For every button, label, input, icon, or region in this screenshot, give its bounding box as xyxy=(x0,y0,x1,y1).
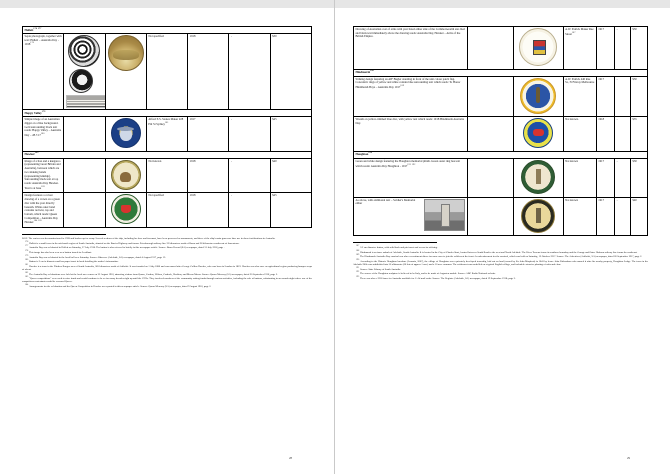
footnote-marker: 192 xyxy=(356,271,360,274)
aif-bugler-badge-image xyxy=(520,78,556,114)
section-title-cell xyxy=(354,151,648,158)
newspaper-clipping-image xyxy=(66,95,105,108)
right-catalogue-table xyxy=(353,26,648,236)
footnote-text: There was also a 1918 issue for Australia available for 1/-1d mail order. Source: The Register (Adelaide, SA) newspaper, dated 19 September 1918; page 2. xyxy=(360,276,516,280)
section-title-cell xyxy=(354,69,648,76)
section-title-cell xyxy=(23,27,312,34)
footnote-text: 3.2 cm diameter button, with solid back and pin insert and recess for affixing. xyxy=(360,246,438,250)
houghton-memorial-photograph-image xyxy=(424,199,466,231)
description-footnote-marker: 183 xyxy=(41,185,45,188)
footnote-item xyxy=(22,237,312,240)
footnote-marker: 177 xyxy=(25,245,29,248)
table-row xyxy=(23,33,312,109)
variant-cell: - xyxy=(229,193,270,228)
image-cell-a xyxy=(467,158,514,197)
section-title-footnote-marker: 188 xyxy=(370,70,374,73)
image-cell-a xyxy=(64,117,105,152)
section-title: Hindmarsh xyxy=(355,70,371,75)
houghton-memorial-green-badge-image xyxy=(521,160,555,194)
footnote-marker: 190 xyxy=(356,258,360,261)
footnote-separator-rule xyxy=(22,234,106,235)
hindmarsh-wreath-badge-image xyxy=(523,118,553,148)
right-page xyxy=(335,0,670,474)
happy-valley-digger-badge-image xyxy=(111,118,141,148)
footnote-marker: 182 xyxy=(25,271,29,274)
footnote-item xyxy=(22,264,312,272)
footnote-item xyxy=(22,284,312,288)
image-cell-b xyxy=(105,117,146,152)
footnote-item xyxy=(22,245,312,249)
maker-cell: Not specified xyxy=(146,33,187,109)
price-cell: $35 xyxy=(630,117,647,152)
section-header-row xyxy=(23,27,312,34)
image-cell-a xyxy=(64,193,105,228)
footnote-marker: 176 xyxy=(25,240,29,243)
hawker-lion-kangaroo-badge-image xyxy=(111,160,141,190)
image-cell-b xyxy=(514,158,563,197)
description-text: Image of a lion and a kangaroo (representing Great Britain and Australia), between which are two shaking hands (representing kinship). Surrounding black text at top reads: Australia Day Hawker. Year is at base xyxy=(24,158,61,190)
section-title-cell xyxy=(23,110,312,117)
maker-cell: Not known. xyxy=(563,117,596,152)
footnote-text: The source of the Houghton sculpture is believed to be Italy, and to be made of Augusten marble. Source: ABC Radio National website. xyxy=(360,272,496,276)
variant-cell: - xyxy=(615,117,631,152)
section-title: Hallett xyxy=(24,27,34,32)
image-cell-b xyxy=(514,117,563,152)
footnote-item xyxy=(22,271,312,279)
price-cell: $40 xyxy=(270,158,311,193)
section-title: Happy Valley xyxy=(24,110,42,115)
footnote-marker: 189 xyxy=(356,254,360,257)
description-text: Green and white design featuring the Houghton memorial plinth. Green outer ring has text which reads: Australia Day Houghton - 1917 xyxy=(355,158,461,168)
variant-cell: - xyxy=(615,158,631,197)
description-cell xyxy=(354,158,468,197)
footnote-item xyxy=(22,250,312,254)
description-cell xyxy=(354,76,468,117)
description-text: Design features a colour drawing of a crown on a green disc with the year directly beneath. White outer band contains red text, top and bottom, which reads: Queen Competition – Australia Day Hawker xyxy=(24,193,60,225)
footnote-text: Hindmarsh is an inner suburb of Adelaide, South Australia. It is located in the City of Charles Sturt, located between South Road to the west and North Adelaide. The River Torrens forms its southern boundary and the Grange and Outer Harbour railway line forms the northeast. xyxy=(360,250,638,254)
maker-footnote-marker: 181 xyxy=(164,121,169,124)
description-cell: Drawing of Australian coat of arms with year listed either side of the Commonwealth star. Red and black text immediately above the drawing reads: Australia Day, Hawker – Arms of the British Empire. xyxy=(354,27,468,70)
variant-cell: - xyxy=(615,27,631,70)
price-cell: $30 xyxy=(630,158,647,197)
price-cell: $40 xyxy=(630,197,647,236)
footnote-text: The Australia Day celebrations were held at the local race course on 22 August 1918, attracting visitors from Quorn, Gordon, Wilson, Cradock, Hookina, and Merna Merna. Source: Quorn Mercury (SA) newspaper, dated 20 September 1918, page 3. xyxy=(29,272,278,276)
year-cell: 1918 xyxy=(188,33,229,109)
table-row xyxy=(354,117,648,152)
year-cell: 1917 xyxy=(596,158,614,197)
description-text: Sepia photograph, together with text: Hallett – Australia Day - 1918 xyxy=(24,33,62,47)
right-footnotes xyxy=(353,242,648,280)
footnote-item xyxy=(353,254,648,258)
description-footnote-marker: 184 185 xyxy=(33,220,42,223)
section-header-row xyxy=(354,69,648,76)
table-row xyxy=(354,27,648,70)
image-cell-a xyxy=(467,76,514,117)
footnote-text: RAN. The cruiser was decommissioned in 1928 and broken up for scrap. Several sections of the ship, including her bow and foremast, have been preserved as monuments, and three of the ship's main guns saw later use in shore fortifications in Australia. xyxy=(22,237,276,241)
footnote-item xyxy=(353,276,648,280)
footnote-text: Hawker is a town in the Flinders Ranges area of South Australia, 365 kilometres north of Adelaide. It was founded on 1 July 1880 and was named after George Collins Hawker, who was born in London in 1819. Hawker was also once an agricultural region producing bumper crops of wheat. xyxy=(22,264,312,271)
left-footnotes xyxy=(22,234,312,288)
section-title: Hawker xyxy=(24,152,35,157)
image-cell-b xyxy=(105,158,146,193)
footnote-item xyxy=(353,259,648,267)
australian-coat-of-arms-badge-image xyxy=(519,28,557,66)
scan-edge-strip xyxy=(0,0,334,8)
maker-cell: Not specified xyxy=(146,193,187,228)
price-cell: $50 xyxy=(630,27,647,70)
footnote-item xyxy=(353,271,648,275)
maker-text: Alfred E.S. Stokes Maker 228 Pitt St Sydney xyxy=(148,117,184,126)
table-row xyxy=(354,76,648,117)
maker-text: A.W. Patrick Maker Rae Street xyxy=(565,27,594,36)
price-cell: $50 xyxy=(630,76,647,117)
footnote-text: This image has also been seen on a button issued for Lockhart. xyxy=(29,250,92,254)
image-cell-a xyxy=(64,158,105,193)
year-cell: 1918 xyxy=(188,158,229,193)
year-cell: 1917 xyxy=(596,27,614,70)
left-catalogue-table xyxy=(22,26,312,228)
footnote-marker: 188 xyxy=(356,249,360,252)
section-title-cell xyxy=(23,151,312,158)
footnote-text: Button is 2 cm in diameter and has paper insert in back detailing the maker's information. xyxy=(29,259,119,263)
description-cell xyxy=(23,33,64,109)
houghton-memorial-gold-badge-image xyxy=(521,199,555,233)
section-header-row xyxy=(354,151,648,158)
left-page-number: 28 xyxy=(289,456,292,460)
image-cell-b xyxy=(514,76,563,117)
footnote-item xyxy=(353,245,648,249)
maker-cell: A.W. Patrick 440 Rae St., N Fitzroy Melbourne xyxy=(563,76,596,117)
image-cell-a xyxy=(467,27,514,70)
section-header-row xyxy=(23,110,312,117)
year-cell: 1917 xyxy=(596,197,614,236)
footnote-marker: 183 xyxy=(25,276,29,279)
price-cell: $30 xyxy=(270,33,311,109)
variant-cell: - xyxy=(229,33,270,109)
footnote-item xyxy=(22,276,312,284)
footnote-text: According to the Historic Houghton brochure (Jermain, 2007), the village of Houghton was a privately developed township, laid out on land (owned by Sir John Morphett) in 1841 by lessee John Richardson who named it after his nearby property, Houghton Lodge. The town in the Adelaide Hills was subdivided into 50 allotments (38 lots of approx 1 acre) and a 10 acre common. The settlement was modelled on a typical English village, and included extensive planting of oaks and elms. xyxy=(353,259,648,267)
year-cell: 1918 xyxy=(188,193,229,228)
description-text: Striking design featuring an AIF Bugler standing in front of the unit colour patch flag. Concentric rings of yellow and white contain blue surrounding text which reads: To Honor Hindmarsh Boys – Australia Day 1917 xyxy=(355,76,461,89)
image-cell-a xyxy=(467,197,514,236)
footnote-marker: 178 xyxy=(25,249,29,252)
table-row xyxy=(23,193,312,228)
table-row xyxy=(354,197,648,236)
image-cell-b xyxy=(105,33,146,109)
section-title: Houghton xyxy=(355,152,369,157)
footnote-text: Australia Day was celebrated in the local hall on a Saturday. Source: Observer (Adelaide, SA) newspaper, dated 4 August 1917, page 13. xyxy=(28,255,166,259)
description-text: Simple image of an Australian digger on a blue background. Gold surrounding block text reads: Happy Valley – Australia Day – 28.7.17 xyxy=(24,117,62,137)
footnote-text: "Queen competitions" were used to raise funds and would continue to be so for many decades right up until the 1970s. They involved members of the community raising funds through various activities, including the sale of buttons, culminating in an awards night where one of the competitors contestants would be crowned Queen. xyxy=(22,276,313,284)
description-footnote-marker: 178 xyxy=(30,42,34,45)
footnote-text: Arrangements for the celebration and the Queen Competition in Hawker are reported in this newspaper article. Source: Quorn Mercury (SA) newspaper, dated 9 August 1918, page 2. xyxy=(28,284,212,288)
year-cell: 1917 xyxy=(596,76,614,117)
description-cell: Wreath on yellow-rimmed blue disc, with yellow text which reads: 1918 Hindmarsh Australia Day. xyxy=(354,117,468,152)
footnote-marker: 180 xyxy=(25,259,29,262)
variant-cell: - xyxy=(615,76,631,117)
table-row xyxy=(23,117,312,152)
photo-pair-badge-icon xyxy=(68,35,100,67)
hallett-sepia-badge-image xyxy=(108,35,144,71)
section-title-footnote-marker: 190 xyxy=(368,152,373,155)
footnote-separator-rule xyxy=(353,242,437,243)
price-cell: $45 xyxy=(270,193,311,228)
variant-cell: - xyxy=(229,158,270,193)
section-title-footnote-marker: 182 xyxy=(34,152,39,155)
description-text: As above, with additional text – Soldier's Memorial either xyxy=(355,197,416,206)
description-footnote-marker: 189 xyxy=(400,84,405,87)
price-cell: $45 xyxy=(270,117,311,152)
maker-cell: Not known xyxy=(563,158,596,197)
table-row xyxy=(354,158,648,197)
maker-footnote-marker: 187 xyxy=(571,31,576,34)
footnote-text: Source: State Library of South Australia. xyxy=(360,267,401,271)
description-cell xyxy=(23,193,64,228)
year-cell: 1918 xyxy=(596,117,614,152)
maker-cell xyxy=(563,27,596,70)
section-header-row xyxy=(23,151,312,158)
image-cell-b xyxy=(514,197,563,236)
scan-edge-strip xyxy=(335,0,670,8)
section-title-footnote-marker: 176 177 xyxy=(33,27,42,30)
footnote-marker: 181 xyxy=(25,263,29,266)
maker-cell: Not known xyxy=(146,158,187,193)
footnote-marker: 191 xyxy=(356,266,360,269)
footnote-text: Hallett is a small town in the mid-north region of South Australia, situated on the Barrier Highway and former Peterborough railway line 32 kilometres north of Burra and 38 kilometres south-east of Jamestown. xyxy=(29,241,240,245)
year-cell: 1917 xyxy=(188,117,229,152)
queen-competition-crown-badge-image xyxy=(111,194,141,224)
image-cell-a xyxy=(467,117,514,152)
footnote-marker: 179 xyxy=(25,254,29,257)
table-row xyxy=(23,158,312,193)
variant-cell: - xyxy=(615,197,631,236)
description-cell xyxy=(23,158,64,193)
footnote-marker: 184 xyxy=(25,284,29,286)
description-footnote-marker: 180 xyxy=(40,132,45,135)
description-cell xyxy=(354,197,468,236)
footnote-marker: 193 xyxy=(356,275,360,278)
footnote-marker: 187 xyxy=(356,245,360,248)
image-cell-a xyxy=(64,33,105,109)
variant-cell: - xyxy=(229,117,270,152)
photo-pair-badge-secondary-icon xyxy=(69,69,93,93)
maker-cell: Not known xyxy=(563,197,596,236)
image-cell-b xyxy=(105,193,146,228)
description-footnote-marker: 191 192 xyxy=(407,163,416,166)
footnote-text: Australia Day was celebrated in Hallett on Saturday, 27 July 1918. The button is also referred to briefly in this newspaper article. Source: Burra Record (SA) newspaper, dated 31 July 1918, page . xyxy=(28,246,225,250)
image-cell-b xyxy=(514,27,563,70)
maker-cell xyxy=(146,117,187,152)
right-page-number: 29 xyxy=(627,456,630,460)
footnote-text: The Hindmarsh Australia Day carnival was also a recruitment driver for more men to join the soldiers at the front. An advertisement for the carnival, which was held on Saturday, 13 October 1917. Source: The Advertiser (Adelaide, SA) newspaper, dated 26 September 1917, page 2. xyxy=(360,255,643,259)
section-title-footnote-marker: 179 xyxy=(41,110,46,113)
footnote-item xyxy=(22,259,312,263)
